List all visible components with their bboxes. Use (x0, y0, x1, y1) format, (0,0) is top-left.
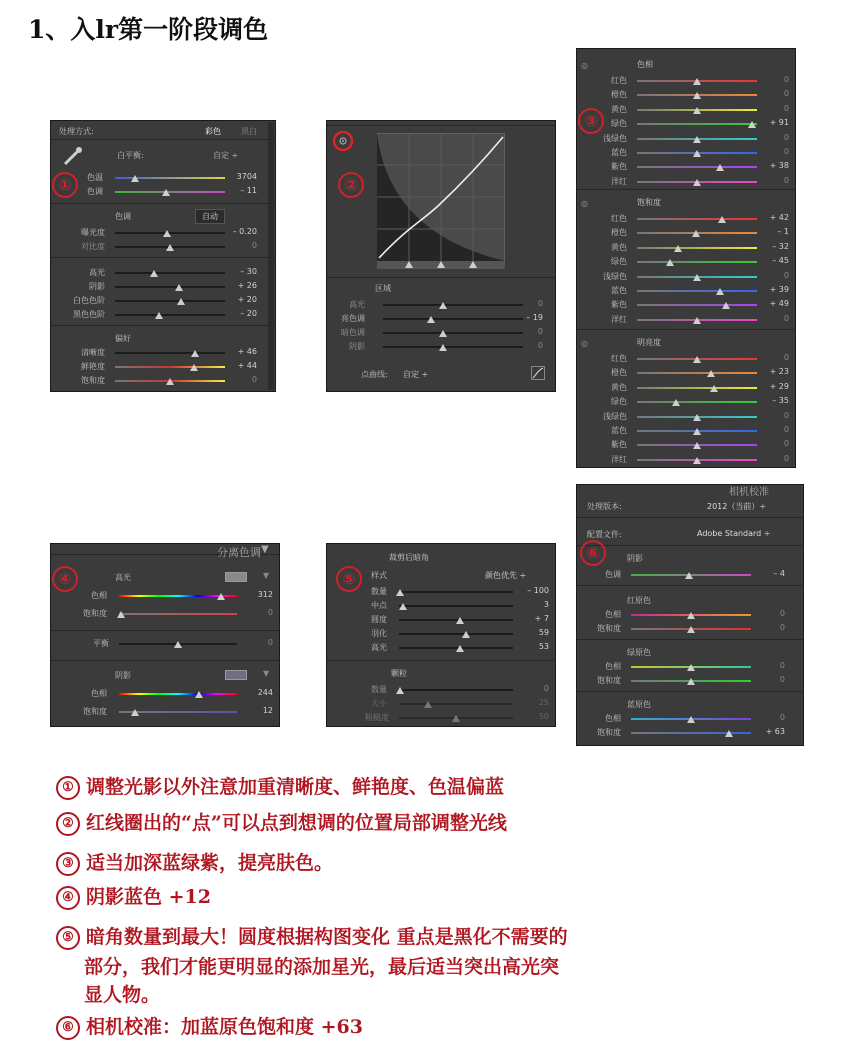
grain-amount-value: 0 (543, 684, 549, 693)
hl-sat-value: 0 (267, 608, 273, 617)
hsl-lum-color-label: 洋红 (611, 454, 627, 464)
hsl-lum-thumb[interactable] (707, 370, 715, 377)
saturation-value: 0 (251, 375, 257, 384)
grain-size-thumb[interactable] (424, 701, 432, 708)
hsl-lum-slider[interactable] (637, 387, 757, 389)
curve-darks-thumb[interactable] (439, 330, 447, 337)
curve-shadows-label: 阴影 (349, 342, 365, 351)
tint-label: 色调 (87, 187, 103, 196)
hsl-sat-value: + 49 (769, 299, 789, 309)
blue-hue-thumb[interactable] (687, 716, 695, 723)
hsl-sat-slider[interactable] (637, 247, 757, 249)
grain-rough-label: 粗糙度 (365, 713, 389, 722)
hsl-hue-thumb[interactable] (693, 179, 701, 186)
vibrance-slider[interactable] (115, 366, 225, 368)
temp-thumb[interactable] (131, 175, 139, 182)
sh-sat-thumb[interactable] (131, 709, 139, 716)
style-label: 样式 (371, 571, 387, 580)
curve-highlights-value: 0 (537, 299, 543, 308)
clarity-label: 清晰度 (81, 348, 105, 357)
whites-label: 白色色阶 (73, 296, 105, 305)
vignette-highlights-value: 53 (538, 642, 549, 651)
feather-value: 59 (538, 628, 549, 637)
red-sat-label: 饱和度 (597, 624, 621, 633)
curve-highlights-slider[interactable] (383, 304, 523, 306)
clarity-slider[interactable] (115, 352, 225, 354)
hsl-sat-thumb[interactable] (674, 245, 682, 252)
curve-darks-slider[interactable] (383, 332, 523, 334)
badge-1: ① (52, 172, 78, 198)
amount-slider[interactable] (399, 591, 513, 593)
hsl-sat-value: – 32 (772, 241, 789, 251)
hsl-lum-value: – 35 (772, 396, 789, 406)
split-title[interactable]: 分离色调 (217, 546, 261, 559)
green-primary-label: 绿原色 (627, 648, 651, 657)
hsl-lum-value: 0 (783, 439, 789, 449)
hsl-sat-color-label: 橙色 (611, 228, 627, 238)
hsl-lum-header: 明亮度 (637, 338, 661, 347)
curve-lights-label: 亮色调 (341, 314, 365, 323)
shadow-swatch-arrow-icon[interactable]: ▼ (263, 669, 270, 678)
amount-value: – 100 (527, 586, 549, 595)
hsl-lum-color-label: 橙色 (611, 368, 627, 378)
badge-6: ⑥ (580, 540, 606, 566)
calib-tint-value: – 4 (773, 569, 785, 578)
hsl-sat-thumb[interactable] (718, 216, 726, 223)
hsl-hue-color-label: 红色 (611, 76, 627, 85)
note-3: ③ 适当加深蓝绿紫，提亮肤色。 (56, 848, 333, 876)
point-curve-select[interactable]: 自定 ÷ (403, 370, 429, 379)
sh-hue-slider[interactable] (119, 693, 237, 695)
hsl-hue-value: 0 (783, 103, 789, 113)
grain-size-slider[interactable] (399, 703, 513, 705)
whites-slider[interactable] (115, 300, 225, 302)
feather-slider[interactable] (399, 633, 513, 635)
hsl-hue-slider[interactable] (637, 166, 757, 168)
section-toggle-icon[interactable]: ◎ (581, 339, 588, 348)
hsl-sat-slider[interactable] (637, 261, 757, 263)
hsl-lum-color-label: 浅绿色 (603, 411, 627, 421)
hsl-lum-thumb[interactable] (693, 356, 701, 363)
hsl-sat-color-label: 紫色 (611, 300, 627, 310)
hsl-hue-color-label: 黄色 (611, 104, 627, 114)
sh-sat-label: 饱和度 (83, 707, 107, 716)
calib-tint-label: 色调 (605, 570, 621, 579)
hsl-lum-value: 0 (783, 425, 789, 434)
hsl-lum-value: + 29 (769, 381, 789, 391)
grain-rough-thumb[interactable] (452, 715, 460, 722)
target-adjust-icon[interactable] (333, 131, 353, 151)
scrollbar[interactable] (268, 122, 274, 390)
split-highlights-label: 高光 (115, 573, 131, 582)
mode-color-tab[interactable]: 彩色 (205, 127, 221, 136)
blue-hue-label: 色相 (605, 714, 621, 723)
tone-label: 色调 (115, 212, 131, 221)
blacks-value: – 20 (240, 309, 257, 318)
curve-shadows-thumb[interactable] (439, 344, 447, 351)
hsl-sat-thumb[interactable] (693, 317, 701, 324)
hsl-hue-value: + 38 (769, 161, 789, 171)
wb-label: 白平衡: (117, 151, 144, 160)
grain-title: 颗粒 (391, 669, 407, 678)
note-2: ② 红线圈出的“点”可以点到想调的位置局部调整光线 (56, 808, 507, 836)
curve-lights-slider[interactable] (383, 318, 523, 320)
blue-hue-value: 0 (779, 713, 785, 722)
green-sat-value: 0 (779, 675, 785, 684)
process-label: 处理版本: (587, 502, 622, 511)
hsl-lum-thumb[interactable] (693, 414, 701, 421)
hsl-hue-color-label: 蓝色 (611, 148, 627, 157)
profile-select[interactable]: Adobe Standard ÷ (697, 529, 771, 538)
badge-2: ② (338, 172, 364, 198)
clarity-thumb[interactable] (191, 350, 199, 357)
hsl-sat-value: 0 (783, 270, 789, 280)
hsl-hue-slider[interactable] (637, 123, 757, 125)
contrast-label: 对比度 (81, 242, 105, 251)
shadows-thumb[interactable] (175, 284, 183, 291)
hsl-hue-value: 0 (783, 147, 789, 156)
hsl-lum-value: 0 (783, 410, 789, 420)
sh-hue-thumb[interactable] (195, 691, 203, 698)
hsl-sat-color-label: 洋红 (611, 314, 627, 324)
note-5: ⑤ 暗角数量到最大！圆度根据构图变化 重点是黑化不需要的 (56, 922, 568, 950)
wb-select[interactable]: 自定 ÷ (213, 151, 239, 160)
basic-panel (50, 120, 276, 392)
highlights-label: 高光 (89, 268, 105, 277)
blue-sat-value: + 63 (765, 727, 785, 736)
point-curve-label: 点曲线: (361, 370, 388, 379)
midpoint-slider[interactable] (399, 605, 513, 607)
section-toggle-icon[interactable]: ◎ (581, 61, 588, 70)
shadow-color-swatch[interactable] (225, 670, 247, 680)
hsl-sat-slider[interactable] (637, 290, 757, 292)
hsl-sat-value: 0 (783, 313, 789, 323)
curve-split-handles[interactable] (377, 261, 505, 269)
presence-label: 偏好 (115, 334, 131, 343)
green-hue-value: 0 (779, 661, 785, 670)
split-toning-panel (50, 543, 280, 727)
roundness-thumb[interactable] (456, 617, 464, 624)
shadows-slider[interactable] (115, 286, 225, 288)
note-5-line-2: 部分，我们才能更明显的添加星光，最后适当突出高光突 (84, 956, 560, 978)
red-hue-label: 色相 (605, 610, 621, 619)
vibrance-label: 鲜艳度 (81, 362, 105, 371)
hsl-hue-color-label: 绿色 (611, 119, 627, 129)
contrast-value: 0 (251, 241, 257, 250)
hsl-sat-slider[interactable] (637, 304, 757, 306)
hsl-sat-color-label: 绿色 (611, 257, 627, 267)
hsl-lum-color-label: 黄色 (611, 382, 627, 392)
amount-thumb[interactable] (396, 589, 404, 596)
tint-thumb[interactable] (162, 189, 170, 196)
hsl-hue-color-label: 浅绿色 (603, 133, 627, 143)
vignette-highlights-thumb[interactable] (456, 645, 464, 652)
hsl-sat-thumb[interactable] (716, 288, 724, 295)
midpoint-label: 中点 (371, 601, 387, 610)
exposure-label: 曝光度 (81, 228, 105, 237)
curve-shadows-value: 0 (537, 341, 543, 350)
contrast-thumb[interactable] (166, 244, 174, 251)
blacks-label: 黑色色阶 (73, 310, 105, 319)
hsl-lum-slider[interactable] (637, 401, 757, 403)
grain-rough-value: 50 (538, 712, 549, 721)
hsl-lum-color-label: 红色 (611, 354, 627, 363)
hsl-hue-header: 色相 (637, 60, 653, 69)
hsl-sat-value: – 45 (772, 256, 789, 266)
roundness-value: + 7 (534, 614, 549, 623)
grain-amount-label: 数量 (371, 685, 387, 694)
vibrance-value: + 44 (237, 361, 257, 370)
grain-size-value: 25 (538, 698, 549, 707)
grain-amount-slider[interactable] (399, 689, 513, 691)
red-sat-thumb[interactable] (687, 626, 695, 633)
hsl-sat-value: + 42 (769, 213, 789, 222)
hsl-lum-color-label: 紫色 (611, 440, 627, 450)
badge-4: ④ (52, 566, 78, 592)
collapse-icon[interactable]: ▼ (261, 544, 269, 555)
hl-sat-thumb[interactable] (117, 611, 125, 618)
red-hue-thumb[interactable] (687, 612, 695, 619)
split-shadows-label: 阴影 (115, 671, 131, 680)
balance-value: 0 (267, 638, 273, 647)
sh-sat-value: 12 (262, 706, 273, 715)
blue-sat-label: 饱和度 (597, 728, 621, 737)
hsl-lum-color-label: 绿色 (611, 397, 627, 407)
highlights-slider[interactable] (115, 272, 225, 274)
midpoint-thumb[interactable] (399, 603, 407, 610)
hsl-sat-color-label: 红色 (611, 214, 627, 223)
hl-hue-label: 色相 (91, 591, 107, 600)
hsl-lum-slider[interactable] (637, 372, 757, 374)
highlights-thumb[interactable] (150, 270, 158, 277)
hsl-lum-thumb[interactable] (710, 385, 718, 392)
highlight-swatch-arrow-icon[interactable]: ▼ (263, 571, 270, 580)
whites-thumb[interactable] (177, 298, 185, 305)
balance-label: 平衡 (93, 639, 109, 648)
hsl-hue-thumb[interactable] (693, 136, 701, 143)
region-label: 区域 (375, 284, 391, 293)
curve-highlights-thumb[interactable] (439, 302, 447, 309)
exposure-value: – 0.20 (232, 227, 257, 236)
note-4: ④ 阴影蓝色 +12 (56, 882, 211, 910)
hsl-hue-thumb[interactable] (693, 78, 701, 85)
grain-size-label: 大小 (371, 699, 387, 708)
whites-value: + 20 (237, 295, 257, 304)
note-1: ① 调整光影以外注意加重清晰度、鲜艳度、色温偏蓝 (56, 772, 504, 800)
edit-curve-icon[interactable] (531, 366, 545, 380)
style-select[interactable]: 颜色优先 ÷ (485, 571, 527, 580)
hsl-sat-slider[interactable] (637, 218, 757, 220)
highlights-value: – 30 (240, 267, 257, 276)
curve-highlights-label: 高光 (349, 300, 365, 309)
calib-tint-thumb[interactable] (685, 572, 693, 579)
hsl-sat-value: – 1 (777, 227, 789, 237)
hsl-hue-thumb[interactable] (693, 92, 701, 99)
hsl-hue-value: 0 (783, 89, 789, 99)
hsl-hue-value: + 91 (769, 118, 789, 128)
shadows-value: + 26 (237, 281, 257, 290)
clarity-value: + 46 (237, 347, 257, 356)
calib-header[interactable]: 相机校准 (729, 487, 769, 498)
note-5-line-3: 显人物。 (84, 984, 161, 1006)
green-sat-label: 饱和度 (597, 676, 621, 685)
exposure-thumb[interactable] (163, 230, 171, 237)
hsl-sat-value: + 39 (769, 285, 789, 294)
grain-amount-thumb[interactable] (396, 687, 404, 694)
process-select[interactable]: 2012（当前）÷ (707, 502, 767, 511)
green-hue-label: 色相 (605, 662, 621, 671)
auto-button[interactable]: 自动 (195, 209, 225, 224)
vibrance-thumb[interactable] (190, 364, 198, 371)
green-sat-thumb[interactable] (687, 678, 695, 685)
green-hue-thumb[interactable] (687, 664, 695, 671)
note-6: ⑥ 相机校准：加蓝原色饱和度 +63 (56, 1012, 363, 1040)
hsl-hue-value: 0 (783, 75, 789, 84)
tint-value: – 11 (240, 186, 257, 195)
blue-sat-slider[interactable] (631, 732, 751, 734)
hsl-hue-color-label: 紫色 (611, 162, 627, 172)
profile-label: 配置文件: (587, 530, 622, 539)
blue-primary-label: 蓝原色 (627, 700, 651, 709)
shadows-label: 阴影 (89, 282, 105, 291)
hsl-hue-thumb[interactable] (716, 164, 724, 171)
tint-slider[interactable] (115, 191, 225, 193)
hsl-lum-thumb[interactable] (693, 428, 701, 435)
hl-sat-slider[interactable] (119, 613, 237, 615)
hsl-sat-thumb[interactable] (722, 302, 730, 309)
amount-label: 数量 (371, 587, 387, 596)
hsl-lum-thumb[interactable] (693, 442, 701, 449)
hsl-sat-thumb[interactable] (666, 259, 674, 266)
hsl-hue-value: 0 (783, 132, 789, 142)
hsl-lum-color-label: 蓝色 (611, 426, 627, 435)
hsl-lum-thumb[interactable] (693, 457, 701, 464)
blacks-thumb[interactable] (155, 312, 163, 319)
hsl-sat-color-label: 浅绿色 (603, 271, 627, 281)
curve-shadows-slider[interactable] (383, 346, 523, 348)
camera-calibration-panel (576, 484, 804, 746)
curve-lights-value: – 19 (526, 313, 543, 322)
midpoint-value: 3 (543, 600, 549, 609)
temp-value: 3704 (236, 172, 257, 181)
page-title: 1、入lr第一阶段调色 (28, 15, 269, 44)
red-sat-value: 0 (779, 623, 785, 632)
roundness-label: 圆度 (371, 615, 387, 624)
hsl-hue-thumb[interactable] (693, 107, 701, 114)
highlight-color-swatch[interactable] (225, 572, 247, 582)
sh-hue-value: 244 (257, 688, 273, 697)
hsl-hue-color-label: 橙色 (611, 90, 627, 100)
hl-hue-thumb[interactable] (217, 593, 225, 600)
vignette-title: 裁剪后暗角 (389, 553, 429, 562)
sh-hue-label: 色相 (91, 689, 107, 698)
hl-sat-label: 饱和度 (83, 609, 107, 618)
hsl-sat-thumb[interactable] (692, 230, 700, 237)
hsl-sat-color-label: 蓝色 (611, 286, 627, 295)
curve-darks-label: 暗色调 (341, 328, 365, 337)
vignette-highlights-label: 高光 (371, 643, 387, 652)
hsl-lum-value: 0 (783, 353, 789, 362)
section-toggle-icon[interactable]: ◎ (581, 199, 588, 208)
eyedropper-icon[interactable] (61, 145, 83, 167)
saturation-label: 饱和度 (81, 376, 105, 385)
blacks-slider[interactable] (115, 314, 225, 316)
hsl-lum-thumb[interactable] (672, 399, 680, 406)
blue-sat-thumb[interactable] (725, 730, 733, 737)
red-hue-value: 0 (779, 609, 785, 618)
badge-3: ③ (578, 108, 604, 134)
hsl-sat-header: 饱和度 (637, 198, 661, 207)
badge-5: ⑤ (336, 566, 362, 592)
saturation-thumb[interactable] (166, 378, 174, 385)
feather-thumb[interactable] (462, 631, 470, 638)
hsl-hue-thumb[interactable] (693, 150, 701, 157)
hsl-sat-color-label: 黄色 (611, 242, 627, 252)
hsl-sat-thumb[interactable] (693, 274, 701, 281)
temp-label: 色温 (87, 173, 103, 182)
method-label: 处理方式: (59, 127, 94, 136)
curve-darks-value: 0 (537, 327, 543, 336)
hsl-lum-value: 0 (783, 453, 789, 463)
red-primary-label: 红原色 (627, 596, 651, 605)
balance-thumb[interactable] (174, 641, 182, 648)
tone-curve-panel (326, 120, 556, 392)
hsl-hue-value: 0 (783, 175, 789, 185)
mode-bw-tab[interactable]: 黑白 (241, 127, 257, 136)
curve-graph[interactable] (377, 133, 505, 261)
calib-shadows-label: 阴影 (627, 554, 643, 563)
hsl-hue-color-label: 洋红 (611, 176, 627, 186)
hsl-panel (576, 48, 796, 468)
hsl-lum-value: + 23 (769, 367, 789, 377)
curve-lights-thumb[interactable] (427, 316, 435, 323)
hl-hue-value: 312 (257, 590, 273, 599)
feather-label: 羽化 (371, 629, 387, 638)
